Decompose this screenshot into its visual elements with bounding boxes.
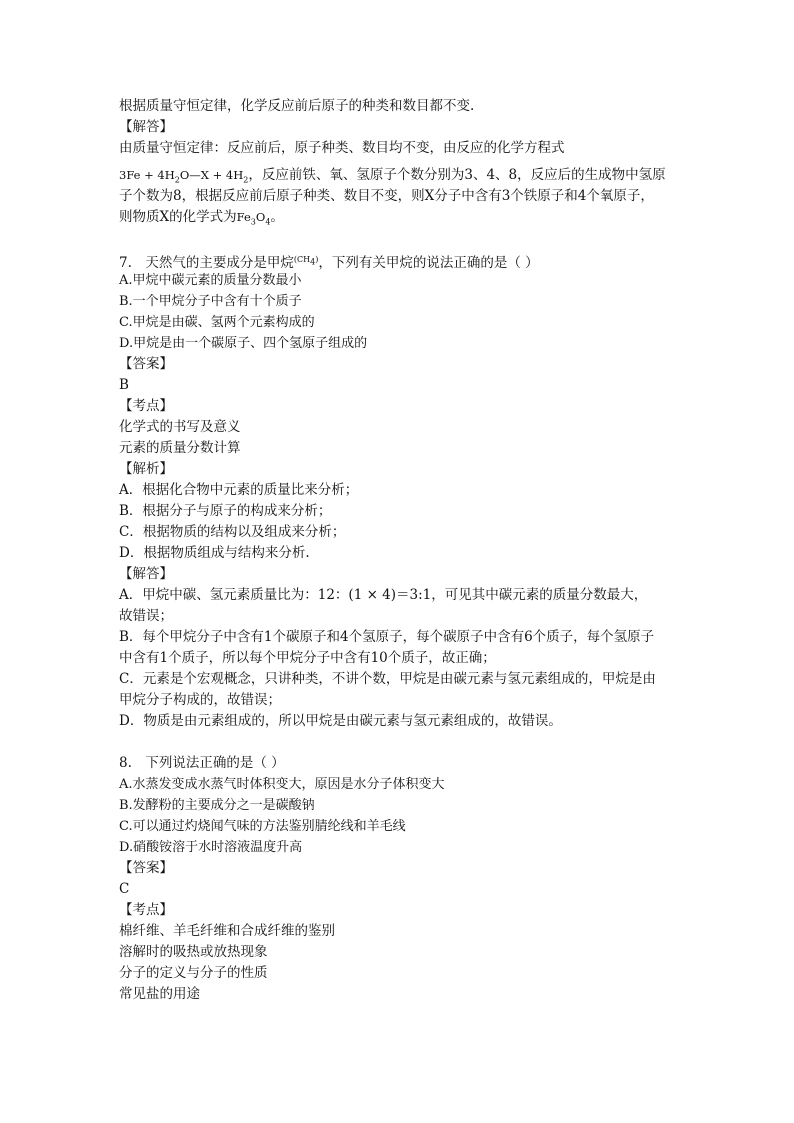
q7-jieda-1: A．甲烷中碳、氢元素质量比为：12：(1 × 4)＝3:1，可见其中碳元素的质量分数最大， xyxy=(119,587,648,603)
q8-option-b: B.发酵粉的主要成分之一是碳酸钠 xyxy=(119,798,315,813)
ch4-close: ) xyxy=(315,255,319,264)
q7-kaodian-2: 元素的质量分数计算 xyxy=(119,440,241,456)
q6-conservation-text: 根据质量守恒定律，化学反应前后原子的种类和数目都不变. xyxy=(119,98,475,114)
q7-stem-prefix: 7. 天然气的主要成分是甲烷 xyxy=(119,254,294,271)
q6-jieda-line-1: 由质量守恒定律：反应前后，原子种类、数目均不变，由反应的化学方程式 xyxy=(119,140,565,156)
q8-kaodian-2: 溶解时的吸热或放热现象 xyxy=(119,944,268,960)
eq-subscript-2: 2 xyxy=(243,175,249,185)
document-content xyxy=(119,96,679,1005)
q7-jiexi-c: C．根据物质的结构以及组成来分析； xyxy=(119,524,346,540)
o-subscript: 4 xyxy=(265,217,271,227)
q8-option-a: A.水蒸发变成水蒸气时体积变大，原因是水分子体积变大 xyxy=(119,777,445,792)
q6-jieda-line-3: 子个数为8，根据反应前后原子种类、数目不变，则X分子中含有3个铁原子和4个氧原子， xyxy=(119,188,654,204)
q7-answer: B xyxy=(119,377,129,393)
q6-jieda-line-2-text: ，反应前铁、氧、氢原子个数分别为3、4、8，反应后的生成物中氢原 xyxy=(248,167,666,183)
q7-jieda-4: 中含有1个质子，所以每个甲烷分子中含有10个质子，故正确； xyxy=(119,650,496,666)
q7-jieda-label: 【解答】 xyxy=(119,566,173,582)
fe-symbol: Fe xyxy=(236,210,251,224)
q8-kaodian-1: 棉纤维、羊毛纤维和合成纤维的鉴别 xyxy=(119,923,335,939)
q6-chemical-equation xyxy=(119,168,249,185)
q7-option-b: B.一个甲烷分子中含有十个质子 xyxy=(119,294,302,309)
q8-answer: C xyxy=(119,881,130,897)
q7-jiexi-a: A．根据化合物中元素的质量比来分析； xyxy=(119,482,359,498)
ch4-subscript: 4 xyxy=(310,257,316,267)
q7-jiexi-label: 【解析】 xyxy=(119,461,173,477)
q8-kaodian-3: 分子的定义与分子的性质 xyxy=(119,965,268,981)
eq-part-2: O—X + 4H xyxy=(179,168,244,182)
eq-subscript-1: 2 xyxy=(174,175,180,185)
q6-jieda-line-4 xyxy=(119,207,679,228)
fe-subscript: 3 xyxy=(250,217,256,227)
q6-jieda-line-4-end: 。 xyxy=(270,209,284,225)
q7-jieda-5: C．元素是个宏观概念，只讲种类，不讲个数，甲烷是由碳元素与氢元素组成的，甲烷是由 xyxy=(119,671,656,687)
q7-jieda-3: B．每个甲烷分子中含有1个碳原子和4个氢原子，每个碳原子中含有6个质子，每个氢原子 xyxy=(119,629,655,645)
q7-stem xyxy=(119,249,679,270)
q6-jieda-line-2 xyxy=(119,165,679,186)
q7-jieda-2: 故错误； xyxy=(119,608,173,624)
q8-stem: 8. 下列说法正确的是（ ） xyxy=(119,755,285,771)
q7-option-c: C.甲烷是由碳、氢两个元素构成的 xyxy=(119,315,315,330)
o-symbol: O xyxy=(255,210,266,224)
ch4-formula xyxy=(294,256,318,270)
q7-option-d: D.甲烷是由一个碳原子、四个氢原子组成的 xyxy=(119,336,368,351)
q7-kaodian-1: 化学式的书写及意义 xyxy=(119,419,241,435)
fe3o4-formula xyxy=(236,210,271,227)
q7-jieda-7: D．物质是由元素组成的，所以甲烷是由碳元素与氢元素组成的，故错误。 xyxy=(119,713,562,729)
q7-jiexi-b: B．根据分子与原子的构成来分析； xyxy=(119,503,332,519)
q8-option-d: D.硝酸铵溶于水时溶液温度升高 xyxy=(119,840,303,855)
ch4-ch: (CH xyxy=(293,255,311,264)
q8-kaodian-4: 常见盐的用途 xyxy=(119,986,200,1002)
q7-stem-suffix: ，下列有关甲烷的说法正确的是（ ） xyxy=(318,254,539,271)
q6-jieda-label: 【解答】 xyxy=(119,119,173,135)
q7-option-a: A.甲烷中碳元素的质量分数最小 xyxy=(119,273,302,288)
q8-kaodian-label: 【考点】 xyxy=(119,902,173,918)
q7-kaodian-label: 【考点】 xyxy=(119,398,173,414)
q7-jiexi-d: D．根据物质组成与结构来分析. xyxy=(119,545,310,561)
q8-option-c: C.可以通过灼烧闻气味的方法鉴别腈纶线和羊毛线 xyxy=(119,819,406,834)
q7-jieda-6: 甲烷分子构成的，故错误； xyxy=(119,692,281,708)
eq-part-1: 3Fe + 4H xyxy=(119,168,175,182)
q7-answer-label: 【答案】 xyxy=(119,356,173,372)
q8-answer-label: 【答案】 xyxy=(119,860,173,876)
q6-jieda-line-4-prefix: 则物质X的化学式为 xyxy=(119,209,237,225)
